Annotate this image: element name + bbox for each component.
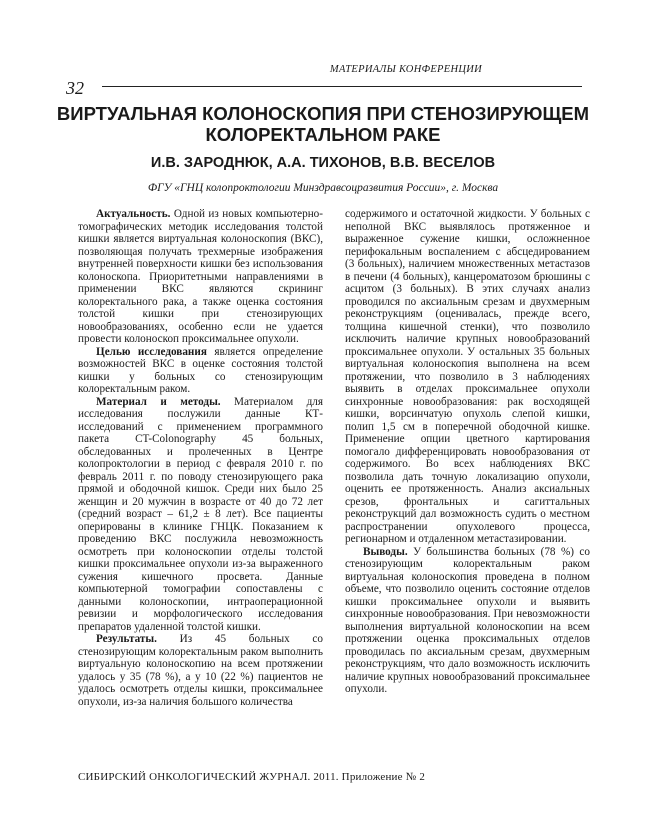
results-continued-paragraph: содержимого и остаточной жидкости. У больных с неполной ВКС выявлялось протяженное и выраженное сужение кишки, осложненное перифокальным воспалением с абсцедированием (3 больных), наличием множественных метастазов в печени (4 больных), канцероматозом брюшины с асцитом (3 больных). В этих случаях анализ проводился по аксиальным срезам и двухмерным реконструкциям (оценивалась, прежде всего, толщина кишечной стенки), что позволило исключить наличие крупных новообразований проксимальнее опухоли. У остальных 35 больных виртуальная колоноскопия выполнена на всем протяжении, что позволило в 3 наблюдениях выявить в отделах проксимальнее опухоли синхронные новообразования: рак восходящей кишки, ворсинчатую опухоль слепой кишки, полип 1,5 см в поперечной ободочной кишке. Применение опции цветного картирования помогало дифференцировать новообразования от содержимого. Во всех наблюдениях ВКС позволила дать точную локализацию опухоли, оценить ее протяженность. Анализ аксиальных срезов, фронтальных и сагиттальных реконструкций дал возможность судить о местном распространении опухолевого процесса, регионарном и отдаленном метастазировании. — [345, 208, 590, 545]
conclusions-paragraph — [345, 546, 590, 696]
methods-label: Материал и методы. — [96, 395, 221, 408]
aim-label: Целью исследования — [96, 345, 207, 358]
page-number: 32 — [66, 78, 84, 98]
relevance-paragraph — [78, 208, 323, 346]
results-label: Результаты. — [96, 633, 157, 645]
results-text: Из 45 больных со стенозирующим колоректальным раком выполнить виртуальную колоноскопию на всем протяжении удалось у 35 (78 %), а у 10 (22 %) пациентов не удалось осмотреть отделы кишки, проксимальнее опухоли, из-за наличия большого количества — [78, 633, 323, 708]
relevance-label: Актуальность. — [96, 208, 171, 220]
relevance-text: Одной из новых компьютерно-томографических методик исследования толстой кишки является виртуальная колоноскопия (ВКС), позволяющая получать трехмерные изображения внутренней поверхности кишки без использования колоноскопа. Приоритетными направлениями в применении ВКС являются скрининг колоректального рака, а также оценка состояния толстой кишки при стенозирующих новообразованиях, особенно если не удается провести колоноскоп проксимальнее опухоли. — [78, 208, 323, 345]
left-column — [78, 208, 323, 708]
affiliation: ФГУ «ГНЦ колопроктологии Минздравсоцразвития России», г. Москва — [147, 182, 499, 194]
conclusions-text: У большинства больных (78 %) со стенозирующим колоректальным раком виртуальная колоноскопия проведена в полном объеме, что позволило оценить состояние отделов кишки проксимальнее опухоли и выявить синхронные новообразования. При невозможности выполнения виртуальной колоноскопии на всем протяжении оценка проксимальных отделов проводилась по аксиальным срезам, двухмерным реконструкциям, что дало возможность исключить наличие крупных новообразований проксимальнее опухоли. — [345, 545, 590, 695]
title-line-2: КОЛОРЕКТАЛЬНОМ РАКЕ — [205, 124, 441, 145]
conference-label: МАТЕРИАЛЫ КОНФЕРЕНЦИИ — [329, 64, 482, 75]
running-header — [62, 64, 582, 98]
article-title — [40, 103, 606, 145]
journal-footer: СИБИРСКИЙ ОНКОЛОГИЧЕСКИЙ ЖУРНАЛ. 2011. Приложение № 2 — [78, 771, 426, 783]
authors: И.В. ЗАРОДНЮК, А.А. ТИХОНОВ, В.В. ВЕСЕЛОВ — [150, 155, 496, 171]
results-paragraph — [78, 633, 323, 708]
aim-paragraph — [78, 346, 323, 396]
methods-text: Материалом для исследования послужили данные КТ-исследований с применением программного пакета CT-Colonography 45 больных, обследованных и пролеченных в Центре колопроктологии в период с февраля 2010 г. по февраль 2011 г. по поводу стенозирующего рака прямой и ободочной кишок. Среди них было 25 женщин и 20 мужчин в возрасте от 40 до 72 лет (средний возраст – 61,2 ± 8 лет). Все пациенты оперированы в клинике ГНЦК. Показанием к проведению ВКС послужила невозможность осмотреть при колоноскопии отделы толстой кишки проксимальнее опухоли из-за выраженного сужения кишечного просвета. Данные компьютерной томографии сопоставлены с данными колоноскопии, интраоперационной ревизии и морфологического исследования препаратов удаленной толстой кишки. — [78, 395, 323, 633]
right-column — [345, 208, 590, 696]
methods-paragraph — [78, 396, 323, 634]
title-line-1: ВИРТУАЛЬНАЯ КОЛОНОСКОПИЯ ПРИ СТЕНОЗИРУЮЩЕМ — [56, 103, 590, 124]
conclusions-label: Выводы. — [363, 545, 408, 558]
aim-text: является определение возможностей ВКС в оценке состояния толстой кишки у больных со стенозирующим колоректальным раком. — [78, 345, 323, 395]
header-rule — [102, 86, 582, 87]
